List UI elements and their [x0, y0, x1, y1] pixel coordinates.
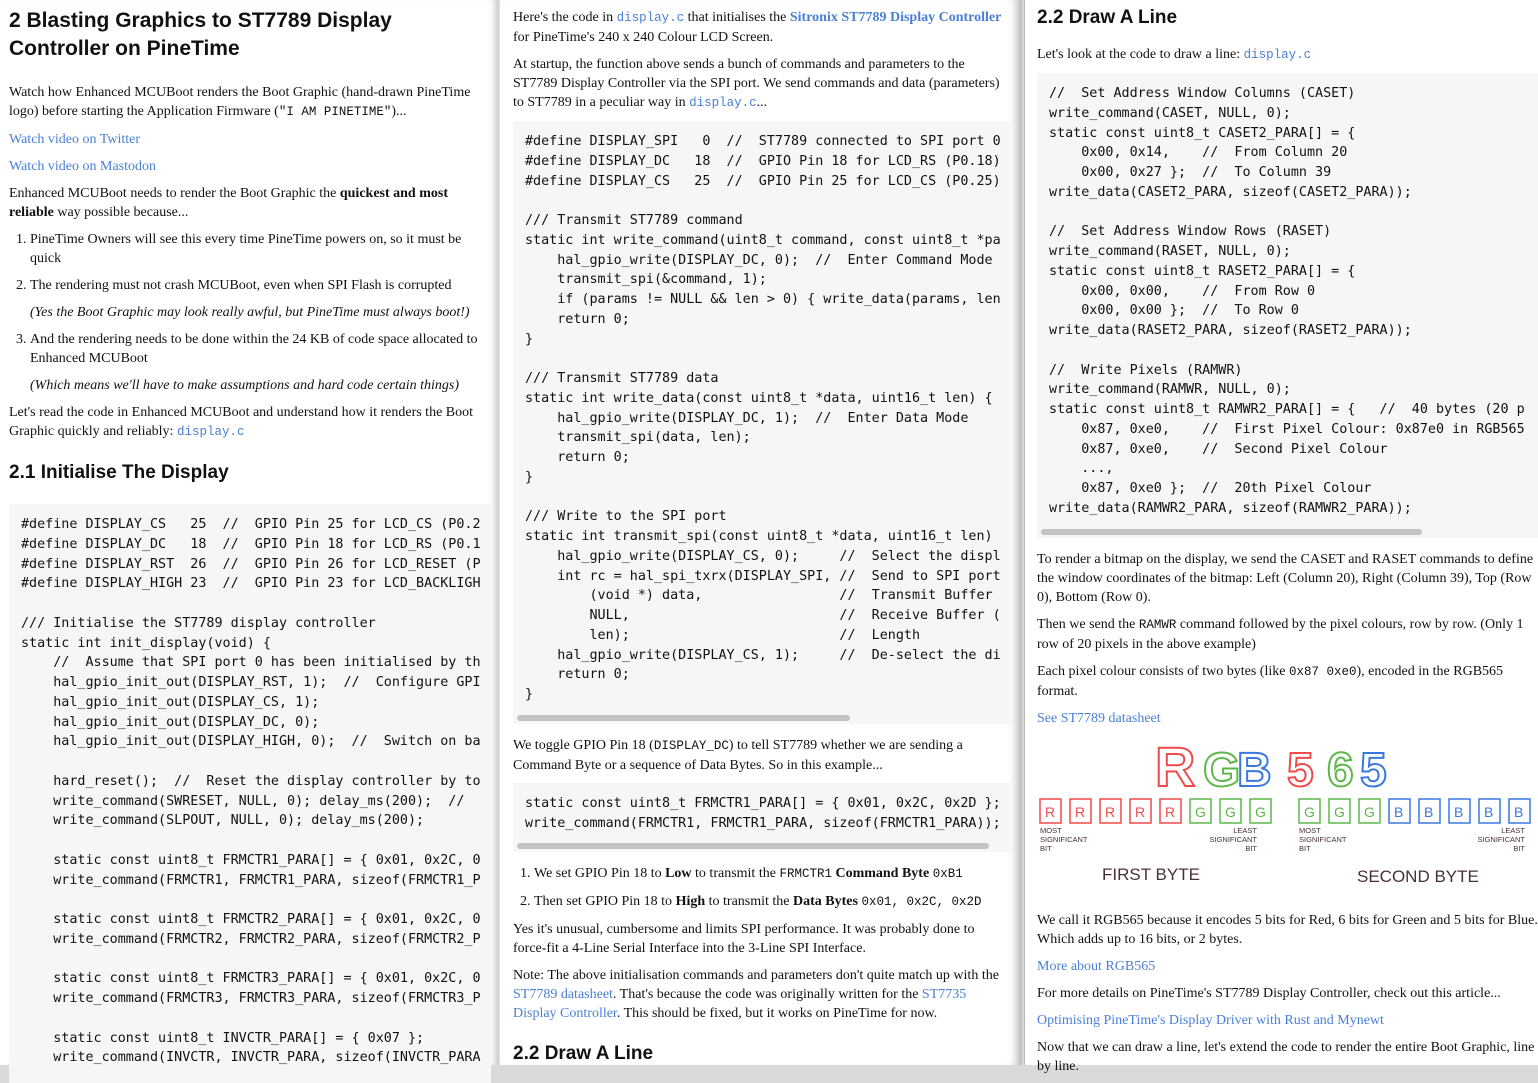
bit-letter: G — [1225, 803, 1236, 820]
list-item — [30, 230, 489, 268]
paragraph — [1037, 1038, 1538, 1076]
link[interactable]: More about RGB565 — [1037, 958, 1156, 974]
horizontal-scrollbar[interactable] — [1041, 529, 1422, 535]
text: command followed by the pixel colours, row by row. (Only 1 row of 20 pixels in the above example) — [1037, 616, 1524, 652]
link[interactable]: ST7735 Display Controller — [513, 987, 967, 1022]
inline-code: RAMWR — [1138, 617, 1177, 632]
paragraph — [9, 184, 489, 222]
bit-label: SIGNIFICANT — [1477, 834, 1525, 844]
text: Let's look at the code to draw a line: — [1037, 47, 1244, 62]
code-text: #define DISPLAY_CS 25 // GPIO Pin 25 for LCD_CS (P0.2 #define DISPLAY_DC 18 // GPIO Pin 18 for LCD_RS (P0.1 #define DISPLAY_RST 26 // GPIO Pin 26 for LCD_RESET (P #define DISPLAY_HIGH 23 // GPIO Pin 23 for LCD_BACKLIGH /// Initialise the ST7789 display controller static int init_display(void) { // Assume that SPI port 0 has been initialised by th hal_gpio_init_out(DISPLAY_RST, 1); // Configure GPI hal_gpio_init_out(DISPLAY_CS, 1); hal_gpio_init_out(DISPLAY_DC, 0); hal_gpio_init_out(DISPLAY_HIGH, 0); // Switch on ba hard_reset(); // Reset the display controller by to write_command(SWRESET, NULL, 0); delay_ms(200); // write_command(SLPOUT, NULL, 0); delay_ms(200); static const uint8_t FRMCTR1_PARA[] = { 0x01, 0x2C, 0 write_command(FRMCTR1, FRMCTR1_PARA, sizeof(FRMCTR1_P static const uint8_t FRMCTR2_PARA[] = { 0x01, 0x2C, 0 write_command(FRMCTR2, FRMCTR2_PARA, sizeof(FRMCTR2_P static const uint8_t FRMCTR3_PARA[] = { 0x01, 0x2C, 0 write_command(FRMCTR3, FRMCTR3_PARA, sizeof(FRMCTR3_P static const uint8_t INVCTR_PARA[] = { 0x07 }; write_command(INVCTR, INVCTR_PARA, sizeof(INVCTR_PARA — [21, 517, 481, 1066]
text: ) to tell ST7789 whether we are sending a Command Byte or a sequence of Data Bytes. So in this example... — [513, 737, 963, 773]
numbered-list — [9, 230, 489, 395]
horizontal-scrollbar[interactable] — [517, 843, 989, 849]
text: And the rendering needs to be done within the 24 KB of code space allocated to Enhanced MCUBoot — [30, 332, 478, 366]
code-block — [513, 783, 1010, 853]
link[interactable]: Sitronix ST7789 Display Controller — [789, 10, 1002, 25]
text: for PineTime's 240 x 240 Colour LCD Screen. — [513, 30, 774, 45]
paragraph — [9, 403, 489, 442]
bit-letter: B — [1454, 803, 1464, 820]
section-heading: 2.1 Initialise The Display — [9, 462, 229, 483]
page-column-3 — [1024, 0, 1538, 1074]
code-text: // Set Address Window Columns (CASET) write_command(CASET, NULL, 0); static const uint8_t CASET2_PARA[] = { 0x00, 0x14, // From Column 20 0x00, 0x27 }; // To Column 39 write_data(CASET2_PARA, sizeof(CASET2_PARA)); // Set Address Window Rows (RASET) write_command(RASET, NULL, 0); static const uint8_t RASET2_PARA[] = { 0x00, 0x00, // From Row 0 0x00, 0x00 }; // To Row 0 write_data(RASET2_PARA, sizeof(RASET2_PARA)); // Write Pixels (RAMWR) write_command(RAMWR, NULL, 0); static const uint8_t RAMWR2_PARA[] = { // 40 bytes (20 p 0x87, 0xe0, // First Pixel Colour: 0x87e0 in RGB565 0x87, 0xe0, // Second Pixel Colour ..., 0x87, 0xe0 }; // 20th Pixel Colour write_data(RAMWR2_PARA, sizeof(RAMWR2_PARA)); — [1049, 86, 1525, 516]
text: To render a bitmap on the display, we send the CASET and RASET commands to define the window coordinates of the bitmap: Left (Column 20), Right (Column 39), Top (Row 0), Bottom (Row 0). — [1037, 551, 1534, 605]
text: way possible because... — [53, 205, 189, 220]
bit-label: BIT — [1245, 843, 1257, 853]
text: Then set GPIO Pin 18 to — [534, 894, 676, 910]
numbered-list — [513, 864, 1010, 912]
bit-label: MOST — [1299, 825, 1321, 835]
text: Let's read the code in Enhanced MCUBoot and understand how it renders the Boot Graphic quickly and reliably: — [9, 405, 474, 439]
text: At startup, the function above sends a bunch of commands and parameters to the ST7789 Display Controller via the SPI port. We send commands and data (parameters) to ST7789 in a peculiar way in — [513, 57, 1000, 110]
inline-code: 0x87 0xe0 — [1288, 664, 1357, 679]
bit-letter: G — [1255, 803, 1266, 820]
list-item — [30, 330, 489, 395]
text: . That's because the code was originally written for the — [612, 987, 922, 1003]
code-text: #define DISPLAY_SPI 0 // ST7789 connected to SPI port 0 #define DISPLAY_DC 18 // GPIO Pin 18 for LCD_RS (P0.18) #define DISPLAY_CS 25 // GPIO Pin 25 for LCD_CS (P0.25) /// Transmit ST7789 command static int write_command(uint8_t command, const uint8_t *pa hal_gpio_write(DISPLAY_DC, 0); // Enter Command Mode transmit_spi(&command, 1); if (params != NULL && len > 0) { write_data(params, len return 0; } /// Transmit ST7789 data static int write_data(const uint8_t *data, uint16_t len) { hal_gpio_write(DISPLAY_DC, 1); // Enter Data Mode transmit_spi(data, len); return 0; } /// Write to the SPI port static int transmit_spi(const uint8_t *data, uint16_t len) hal_gpio_write(DISPLAY_CS, 0); // Select the displ int rc = hal_spi_txrx(DISPLAY_SPI, // Send to SPI port (void *) data, // Transmit Buffer NULL, // Receive Buffer ( len); // Length hal_gpio_write(DISPLAY_CS, 1); // De-select the di return 0; } — [525, 134, 1001, 702]
title-letter: G — [1203, 743, 1241, 797]
link-paragraph — [9, 157, 489, 176]
bit-letter: R — [1135, 803, 1146, 820]
code-block — [9, 504, 491, 1083]
bit-letter: R — [1075, 803, 1086, 820]
paragraph — [9, 83, 489, 122]
bit-letter: B — [1394, 803, 1404, 820]
paragraph — [513, 8, 1010, 47]
page-column-2 — [500, 0, 1022, 1065]
link[interactable]: See ST7789 datasheet — [1037, 710, 1161, 726]
file-link[interactable]: display.c — [689, 96, 757, 110]
page-column-1 — [0, 0, 498, 1065]
text: For more details on PineTime's ST7789 Display Controller, check out this article... — [1037, 985, 1501, 1001]
file-link[interactable]: display.c — [1243, 48, 1312, 62]
section-heading: 2.2 Draw A Line — [1037, 7, 1178, 28]
bold-text: Low — [665, 866, 692, 882]
text: Yes it's unusual, cumbersome and limits SPI performance. It was probably done to force-fit a 4-Line Serial Interface into the 3-Line SPI Interface. — [513, 922, 975, 957]
rgb565-image — [1037, 736, 1538, 901]
text: ... — [756, 95, 768, 110]
link[interactable]: Watch video on Mastodon — [9, 159, 157, 174]
bit-letter: R — [1165, 803, 1176, 820]
text: We call it RGB565 because it encodes 5 bits for Red, 6 bits for Green and 5 bits for Blue. Which adds up to 16 bits, or 2 bytes. — [1037, 912, 1538, 947]
bit-label: BIT — [1040, 843, 1052, 853]
bit-letter: G — [1364, 803, 1375, 820]
title-letter: 6 — [1327, 743, 1354, 797]
bit-letter: R — [1045, 803, 1056, 820]
paragraph — [1037, 45, 1538, 65]
title-letter: 5 — [1360, 743, 1387, 797]
link[interactable]: ST7789 datasheet — [513, 987, 613, 1003]
text: to transmit the — [705, 894, 794, 910]
first-byte-label: FIRST BYTE — [1102, 864, 1200, 884]
bold-text: quickest and most reliable — [9, 186, 448, 220]
text: We set GPIO Pin 18 to — [534, 866, 666, 882]
bold-text: Command Byte — [835, 866, 930, 882]
text: . This should be fixed, but it works on PineTime for now. — [616, 1006, 938, 1022]
bit-label: SIGNIFICANT — [1299, 834, 1347, 844]
bit-label: SIGNIFICANT — [1040, 834, 1088, 844]
code-block — [1037, 73, 1538, 538]
code-block — [513, 121, 1010, 724]
paragraph — [1037, 615, 1538, 654]
bit-letter: G — [1195, 803, 1206, 820]
text: Then we send the — [1037, 616, 1139, 632]
text: that initialises the — [684, 10, 790, 25]
paragraph — [1037, 550, 1538, 607]
paragraph — [513, 920, 1010, 958]
bit-letter: G — [1334, 803, 1345, 820]
bit-label: MOST — [1040, 825, 1062, 835]
bit-label: BIT — [1513, 843, 1525, 853]
bold-text: Data Bytes — [793, 894, 858, 910]
section-heading: 2.2 Draw A Line — [513, 1043, 654, 1065]
code-text: static const uint8_t FRMCTR1_PARA[] = { 0x01, 0x2C, 0x2D }; write_command(FRMCTR1, FRMCTR1_PARA, sizeof(FRMCTR1_PARA)); — [525, 795, 1001, 831]
text: )... — [391, 104, 407, 119]
bit-label: SIGNIFICANT — [1209, 834, 1257, 844]
inline-code: FRMCTR1 — [779, 867, 832, 882]
horizontal-scrollbar[interactable] — [517, 715, 850, 721]
title-letter: B — [1237, 743, 1272, 797]
text: Enhanced MCUBoot needs to render the Boot Graphic the — [9, 186, 340, 201]
inline-code: 0x01, 0x2C, 0x2D — [861, 895, 982, 910]
section-heading: 2 Blasting Graphics to ST7789 Display Controller on PineTime — [9, 9, 392, 60]
text: Each pixel colour consists of two bytes (like — [1037, 663, 1289, 679]
text: to transmit the — [691, 866, 780, 882]
bit-letter: B — [1484, 803, 1494, 820]
list-item — [534, 864, 1010, 884]
second-byte-label: SECOND BYTE — [1357, 866, 1479, 886]
rgb565-diagram — [1037, 736, 1532, 896]
bit-letter: B — [1514, 803, 1524, 820]
paragraph — [513, 55, 1010, 113]
file-link[interactable]: display.c — [176, 425, 245, 439]
file-link[interactable]: display.c — [616, 11, 685, 25]
text: Watch how Enhanced MCUBoot renders the Boot Graphic (hand-drawn PineTime logo) before starting the Application Firmware ( — [9, 85, 471, 119]
bit-label: BIT — [1299, 843, 1311, 853]
text: Note: The above initialisation commands and parameters don't quite match up with the — [513, 968, 999, 984]
bit-letter: B — [1424, 803, 1434, 820]
title-letter: R — [1155, 734, 1196, 798]
bit-label: LEAST — [1501, 825, 1525, 835]
list-item-note: (Which means we'll have to make assumptions and hard code certain things) — [30, 378, 460, 393]
text: The rendering must not crash MCUBoot, even when SPI Flash is corrupted — [30, 278, 452, 293]
link-paragraph — [9, 130, 489, 149]
inline-code: "I AM PINETIME" — [278, 105, 392, 119]
title-letter: 5 — [1287, 743, 1314, 797]
inline-code: 0xB1 — [932, 867, 963, 882]
bit-label: LEAST — [1233, 825, 1257, 835]
bit-letter: R — [1105, 803, 1116, 820]
paragraph — [1037, 911, 1538, 949]
paragraph — [513, 736, 1010, 775]
link[interactable]: Watch video on Twitter — [9, 132, 140, 147]
bold-text: High — [675, 894, 706, 910]
text: ), encoded in the RGB565 format. — [1037, 663, 1504, 699]
paragraph — [1037, 662, 1538, 701]
paragraph — [513, 966, 1010, 1023]
text: PineTime Owners will see this every time PineTime powers on, so it must be quick — [30, 232, 462, 266]
text: Here's the code in — [513, 10, 617, 25]
link-paragraph — [1037, 1011, 1538, 1030]
text: Now that we can draw a line, let's extend the code to render the entire Boot Graphic, line by line. — [1037, 1039, 1535, 1074]
text: We toggle GPIO Pin 18 ( — [513, 737, 654, 753]
list-item — [534, 892, 1010, 912]
list-item-note: (Yes the Boot Graphic may look really awful, but PineTime must always boot!) — [30, 305, 470, 320]
inline-code: DISPLAY_DC — [653, 738, 729, 753]
link[interactable]: Optimising PineTime's Display Driver with Rust and Mynewt — [1037, 1012, 1384, 1028]
paragraph — [1037, 984, 1538, 1003]
link-paragraph — [1037, 709, 1538, 728]
link-paragraph — [1037, 957, 1538, 976]
bit-letter: G — [1304, 803, 1315, 820]
list-item — [30, 276, 489, 322]
